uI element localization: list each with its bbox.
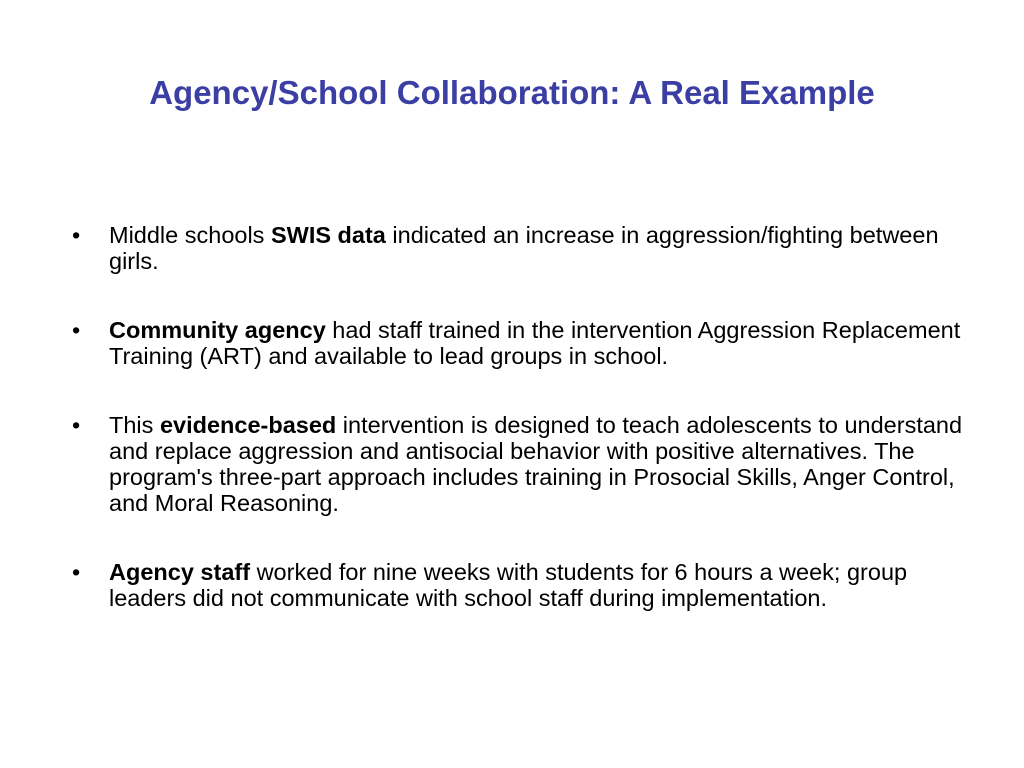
bullet-text-pre: Middle schools	[109, 222, 271, 248]
bullet-list	[72, 222, 972, 654]
bullet-item	[72, 222, 972, 274]
bullet-text-pre: This	[109, 412, 160, 438]
slide-title: Agency/School Collaboration: A Real Example	[149, 74, 875, 111]
bullet-dot-icon: •	[72, 222, 81, 248]
bullet-text	[109, 412, 962, 516]
bullet-text-bold: Community agency	[109, 317, 326, 343]
bullet-text	[109, 222, 939, 274]
bullet-item	[72, 412, 972, 516]
bullet-text	[109, 559, 907, 611]
bullet-text	[109, 317, 960, 369]
bullet-dot-icon: •	[72, 559, 81, 585]
bullet-text-post: worked for nine weeks with students for 6 hours a week; group leaders did not communicate with school staff during implementation.	[109, 559, 908, 611]
bullet-item	[72, 317, 972, 369]
bullet-item	[72, 559, 972, 611]
bullet-text-post: indicated an increase in aggression/fighting between girls.	[109, 222, 939, 274]
bullet-text-bold: evidence-based	[159, 412, 337, 438]
bullet-text-post: intervention is designed to teach adolescents to understand and replace aggression and antisocial behavior with positive alternatives. The program's three-part approach includes training in Prosocial Skills, Anger Control, and Moral Reasoning.	[109, 412, 963, 516]
bullet-text-bold: Agency staff	[109, 559, 251, 585]
bullet-text-bold: SWIS data	[270, 222, 386, 248]
bullet-dot-icon: •	[72, 317, 81, 343]
bullet-dot-icon: •	[72, 412, 81, 438]
bullet-text-post: had staff trained in the intervention Aggression Replacement Training (ART) and available to lead groups in school.	[109, 317, 961, 369]
